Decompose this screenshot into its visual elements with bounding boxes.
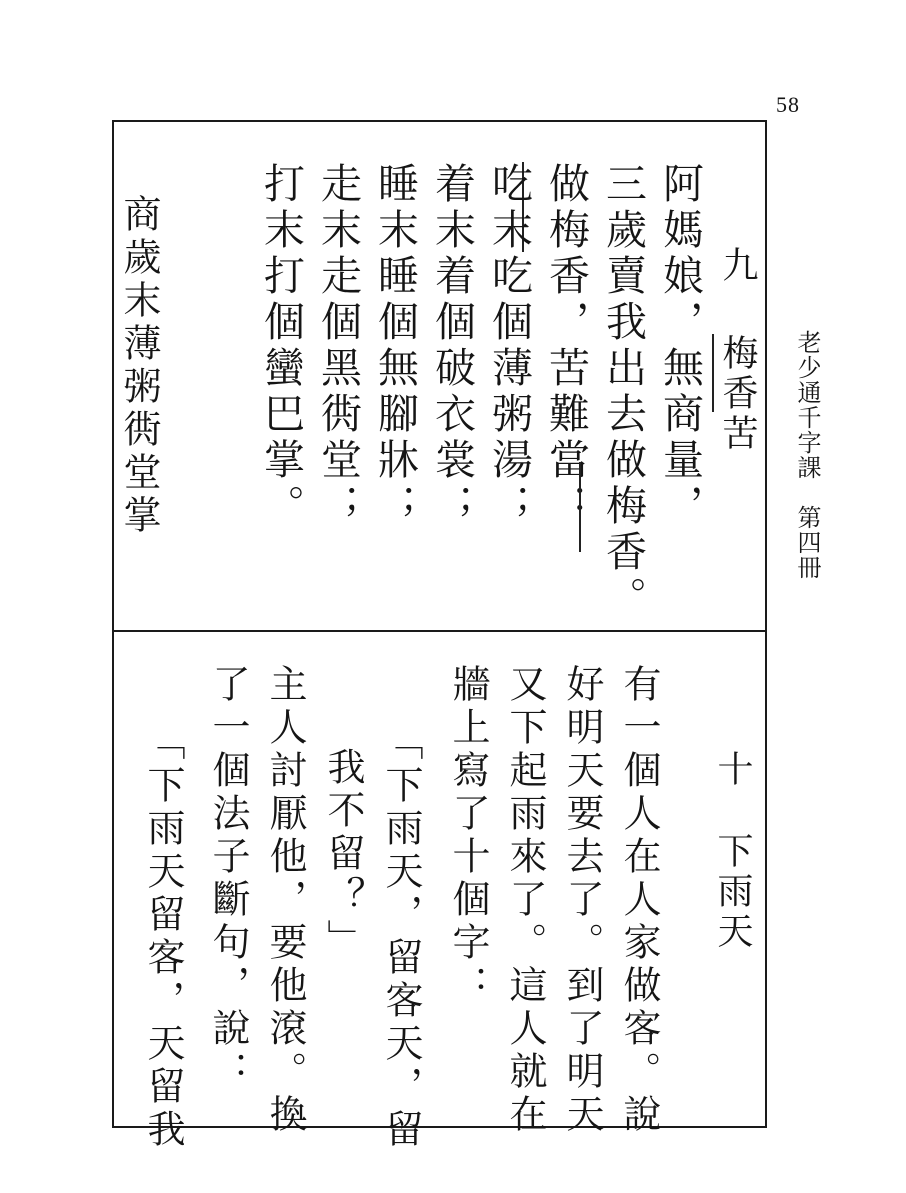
lesson-10-line: 主人討厭他，要他滾。換: [263, 664, 307, 1137]
lesson-9-line: 阿媽娘，無商量，: [656, 162, 704, 530]
lesson-9-number: 九: [717, 246, 758, 286]
lesson-9-line: 吃末吃個薄粥湯；: [485, 162, 533, 530]
lesson-10-line: 「下雨天留客，天留我: [141, 722, 185, 1152]
lesson-9-line: 三歲賣我出去做梅香。: [599, 162, 647, 622]
page-number: 58: [776, 92, 800, 117]
page-frame: [112, 120, 767, 1152]
panel-divider: [114, 630, 765, 632]
lesson-9-line: 做梅香，苦難當：: [542, 162, 590, 530]
proper-name-mark: [712, 334, 714, 412]
lesson-10-line: 了一個法子斷句，說：: [206, 664, 250, 1094]
proper-name-mark: [579, 462, 581, 552]
lesson-10-line: 好明天要去了。到了明天: [560, 664, 604, 1137]
lesson-10-line: 有一個人在人家做客。說: [617, 664, 661, 1137]
lesson-10-number: 十: [712, 750, 753, 790]
lesson-10-line: 又下起雨來了。這人就在: [503, 664, 547, 1137]
lesson-10-line: 我不留？」: [321, 747, 365, 962]
lesson-9-gloss: 商歲末薄粥衖堂掌: [117, 194, 161, 538]
lesson-9-line: 打末打個蠻巴掌。: [257, 162, 305, 530]
running-head: 老少通千字課 第四冊: [793, 330, 821, 580]
lesson-10-line: 「下雨天，留客天，留: [379, 722, 423, 1152]
lesson-10-title: 下雨天: [712, 832, 753, 952]
lesson-9-line: 睡末睡個無腳牀；: [371, 162, 419, 530]
lesson-9-line: 走末走個黑衖堂；: [314, 162, 362, 530]
lesson-9-title: 梅香苦: [717, 334, 758, 454]
lesson-9-line: 着末着個破衣裳；: [428, 162, 476, 530]
lesson-10-line: 牆上寫了十個字：: [446, 664, 490, 1008]
